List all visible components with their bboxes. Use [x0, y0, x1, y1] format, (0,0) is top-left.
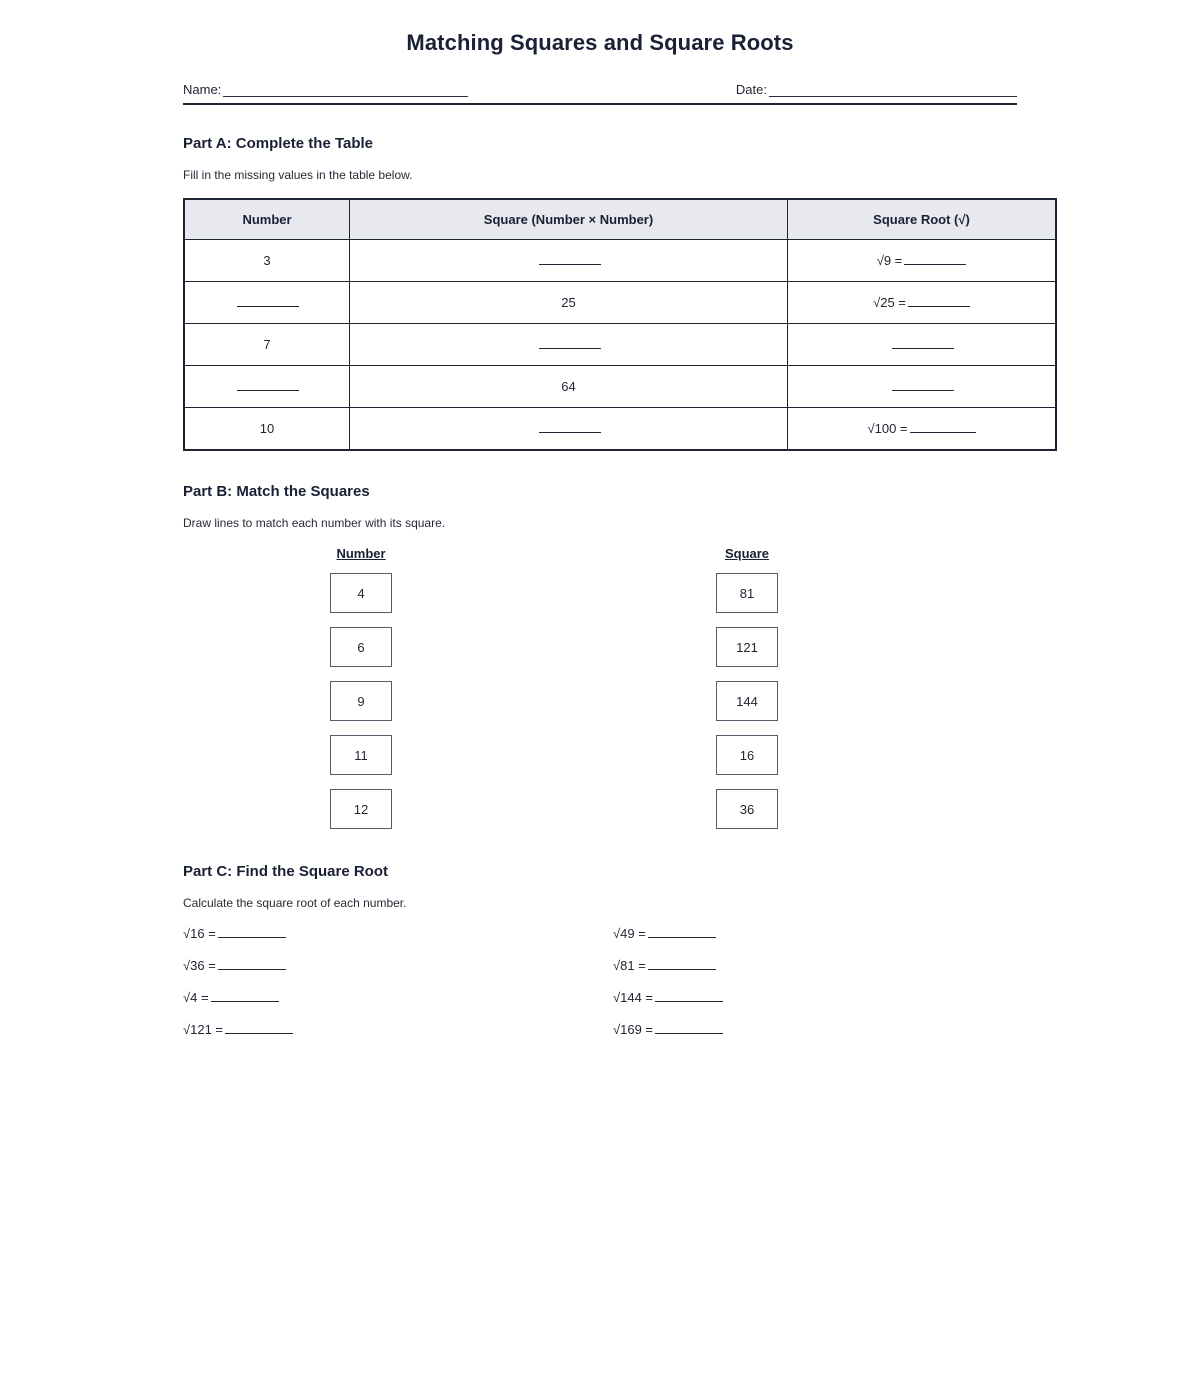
name-date-row — [183, 82, 1017, 97]
squares-table-head — [184, 199, 1056, 240]
problem-expression: √49 = — [613, 926, 646, 941]
answer-blank[interactable] — [539, 421, 601, 433]
problem-item[interactable] — [613, 958, 1017, 973]
cell-square-root[interactable] — [788, 366, 1057, 408]
cell-square-root[interactable] — [788, 240, 1057, 282]
problem-item[interactable] — [613, 1022, 1017, 1037]
match-item-label: 4 — [357, 585, 365, 601]
header-divider — [183, 103, 1017, 105]
answer-blank[interactable] — [655, 990, 723, 1002]
part-c-heading: Part C: Find the Square Root — [183, 863, 389, 880]
cell-square-value: 64 — [561, 379, 576, 394]
problem-expression: √4 = — [183, 990, 209, 1005]
match-item-right[interactable] — [716, 573, 778, 613]
problem-expression: √121 = — [183, 1022, 224, 1037]
match-item-label: 81 — [739, 585, 755, 601]
cell-square-value: 25 — [561, 295, 576, 310]
table-row — [184, 282, 1056, 324]
cell-square[interactable] — [350, 366, 788, 408]
problem-expression: √81 = — [613, 958, 646, 973]
name-input-line[interactable] — [223, 83, 468, 97]
problem-item[interactable] — [183, 926, 613, 941]
problem-column-right — [613, 926, 1017, 1054]
part-b-heading: Part B: Match the Squares — [183, 483, 370, 500]
problem-column-left — [183, 926, 613, 1054]
match-item-label: 11 — [354, 747, 368, 763]
matching-columns — [183, 546, 1017, 829]
page-title: Matching Squares and Square Roots — [406, 30, 794, 55]
match-item-right[interactable] — [716, 627, 778, 667]
cell-number[interactable] — [184, 282, 350, 324]
table-header-row — [184, 199, 1056, 240]
date-label: Date: — [735, 82, 767, 97]
cell-number[interactable] — [184, 324, 350, 366]
table-row — [184, 240, 1056, 282]
squares-table — [183, 198, 1057, 451]
match-item-label: 9 — [357, 693, 365, 709]
matching-column-number — [330, 546, 392, 829]
cell-number[interactable] — [184, 366, 350, 408]
date-input-line[interactable] — [769, 83, 1017, 97]
name-label: Name: — [183, 82, 222, 97]
problem-item[interactable] — [183, 958, 613, 973]
problem-item[interactable] — [183, 990, 613, 1005]
match-item-right[interactable] — [716, 735, 778, 775]
answer-blank[interactable] — [892, 337, 954, 349]
column-header-square: Square (Number × Number) — [350, 199, 788, 240]
match-item-label: 16 — [739, 747, 755, 763]
table-row — [184, 366, 1056, 408]
squares-table-body — [184, 240, 1056, 451]
cell-square[interactable] — [350, 408, 788, 451]
matching-left-title: Number — [336, 546, 386, 561]
cell-number[interactable] — [184, 408, 350, 451]
column-header-square-root: Square Root (√) — [788, 199, 1057, 240]
answer-blank[interactable] — [539, 253, 601, 265]
cell-square[interactable] — [350, 240, 788, 282]
answer-blank[interactable] — [225, 1022, 293, 1034]
answer-blank[interactable] — [904, 253, 966, 265]
answer-blank[interactable] — [908, 295, 970, 307]
match-item-label: 12 — [353, 801, 369, 817]
problem-item[interactable] — [613, 926, 1017, 941]
problem-expression: √169 = — [613, 1022, 654, 1037]
cell-root-prefix: √100 = — [867, 421, 908, 436]
answer-blank[interactable] — [211, 990, 279, 1002]
match-item-right[interactable] — [716, 681, 778, 721]
problem-expression: √16 = — [183, 926, 216, 941]
cell-number-value: 3 — [263, 253, 271, 268]
problem-item[interactable] — [613, 990, 1017, 1005]
answer-blank[interactable] — [655, 1022, 723, 1034]
worksheet-content — [183, 0, 1017, 1054]
cell-square-root[interactable] — [788, 324, 1057, 366]
cell-number-value: 7 — [263, 337, 271, 352]
matching-column-square — [716, 546, 778, 829]
match-item-left[interactable] — [330, 789, 392, 829]
match-item-label: 6 — [357, 639, 365, 655]
answer-blank[interactable] — [892, 379, 954, 391]
cell-root-prefix: √25 = — [873, 295, 906, 310]
problem-item[interactable] — [183, 1022, 613, 1037]
match-item-left[interactable] — [330, 735, 392, 775]
answer-blank[interactable] — [539, 337, 601, 349]
part-a-heading: Part A: Complete the Table — [183, 135, 374, 152]
date-field-group — [736, 82, 1017, 97]
cell-root-prefix: √9 = — [876, 253, 903, 268]
answer-blank[interactable] — [218, 926, 286, 938]
problem-expression: √36 = — [183, 958, 216, 973]
problems-area — [183, 926, 1017, 1054]
name-field-group — [183, 82, 468, 97]
answer-blank[interactable] — [910, 421, 976, 433]
table-row — [184, 408, 1056, 451]
answer-blank[interactable] — [648, 926, 716, 938]
match-item-left[interactable] — [330, 681, 392, 721]
answer-blank[interactable] — [237, 295, 299, 307]
part-b-instruction: Draw lines to match each number with its square. — [183, 516, 446, 530]
column-header-number: Number — [184, 199, 350, 240]
cell-number[interactable] — [184, 240, 350, 282]
answer-blank[interactable] — [218, 958, 286, 970]
part-c-instruction: Calculate the square root of each number. — [183, 896, 407, 910]
match-item-left[interactable] — [330, 627, 392, 667]
match-item-label: 144 — [736, 693, 758, 709]
matching-right-title: Square — [724, 546, 770, 561]
match-item-label: 121 — [736, 639, 758, 655]
cell-square-root[interactable] — [788, 282, 1057, 324]
part-a-instruction: Fill in the missing values in the table below. — [183, 168, 413, 182]
cell-square[interactable] — [350, 324, 788, 366]
cell-square[interactable] — [350, 282, 788, 324]
matching-area — [183, 546, 1017, 829]
match-item-right[interactable] — [716, 789, 778, 829]
match-item-left[interactable] — [330, 573, 392, 613]
answer-blank[interactable] — [648, 958, 716, 970]
problem-expression: √144 = — [613, 990, 654, 1005]
cell-number-value: 10 — [259, 421, 275, 436]
match-item-label: 36 — [739, 801, 755, 817]
table-row — [184, 324, 1056, 366]
answer-blank[interactable] — [237, 379, 299, 391]
cell-square-root[interactable] — [788, 408, 1057, 451]
